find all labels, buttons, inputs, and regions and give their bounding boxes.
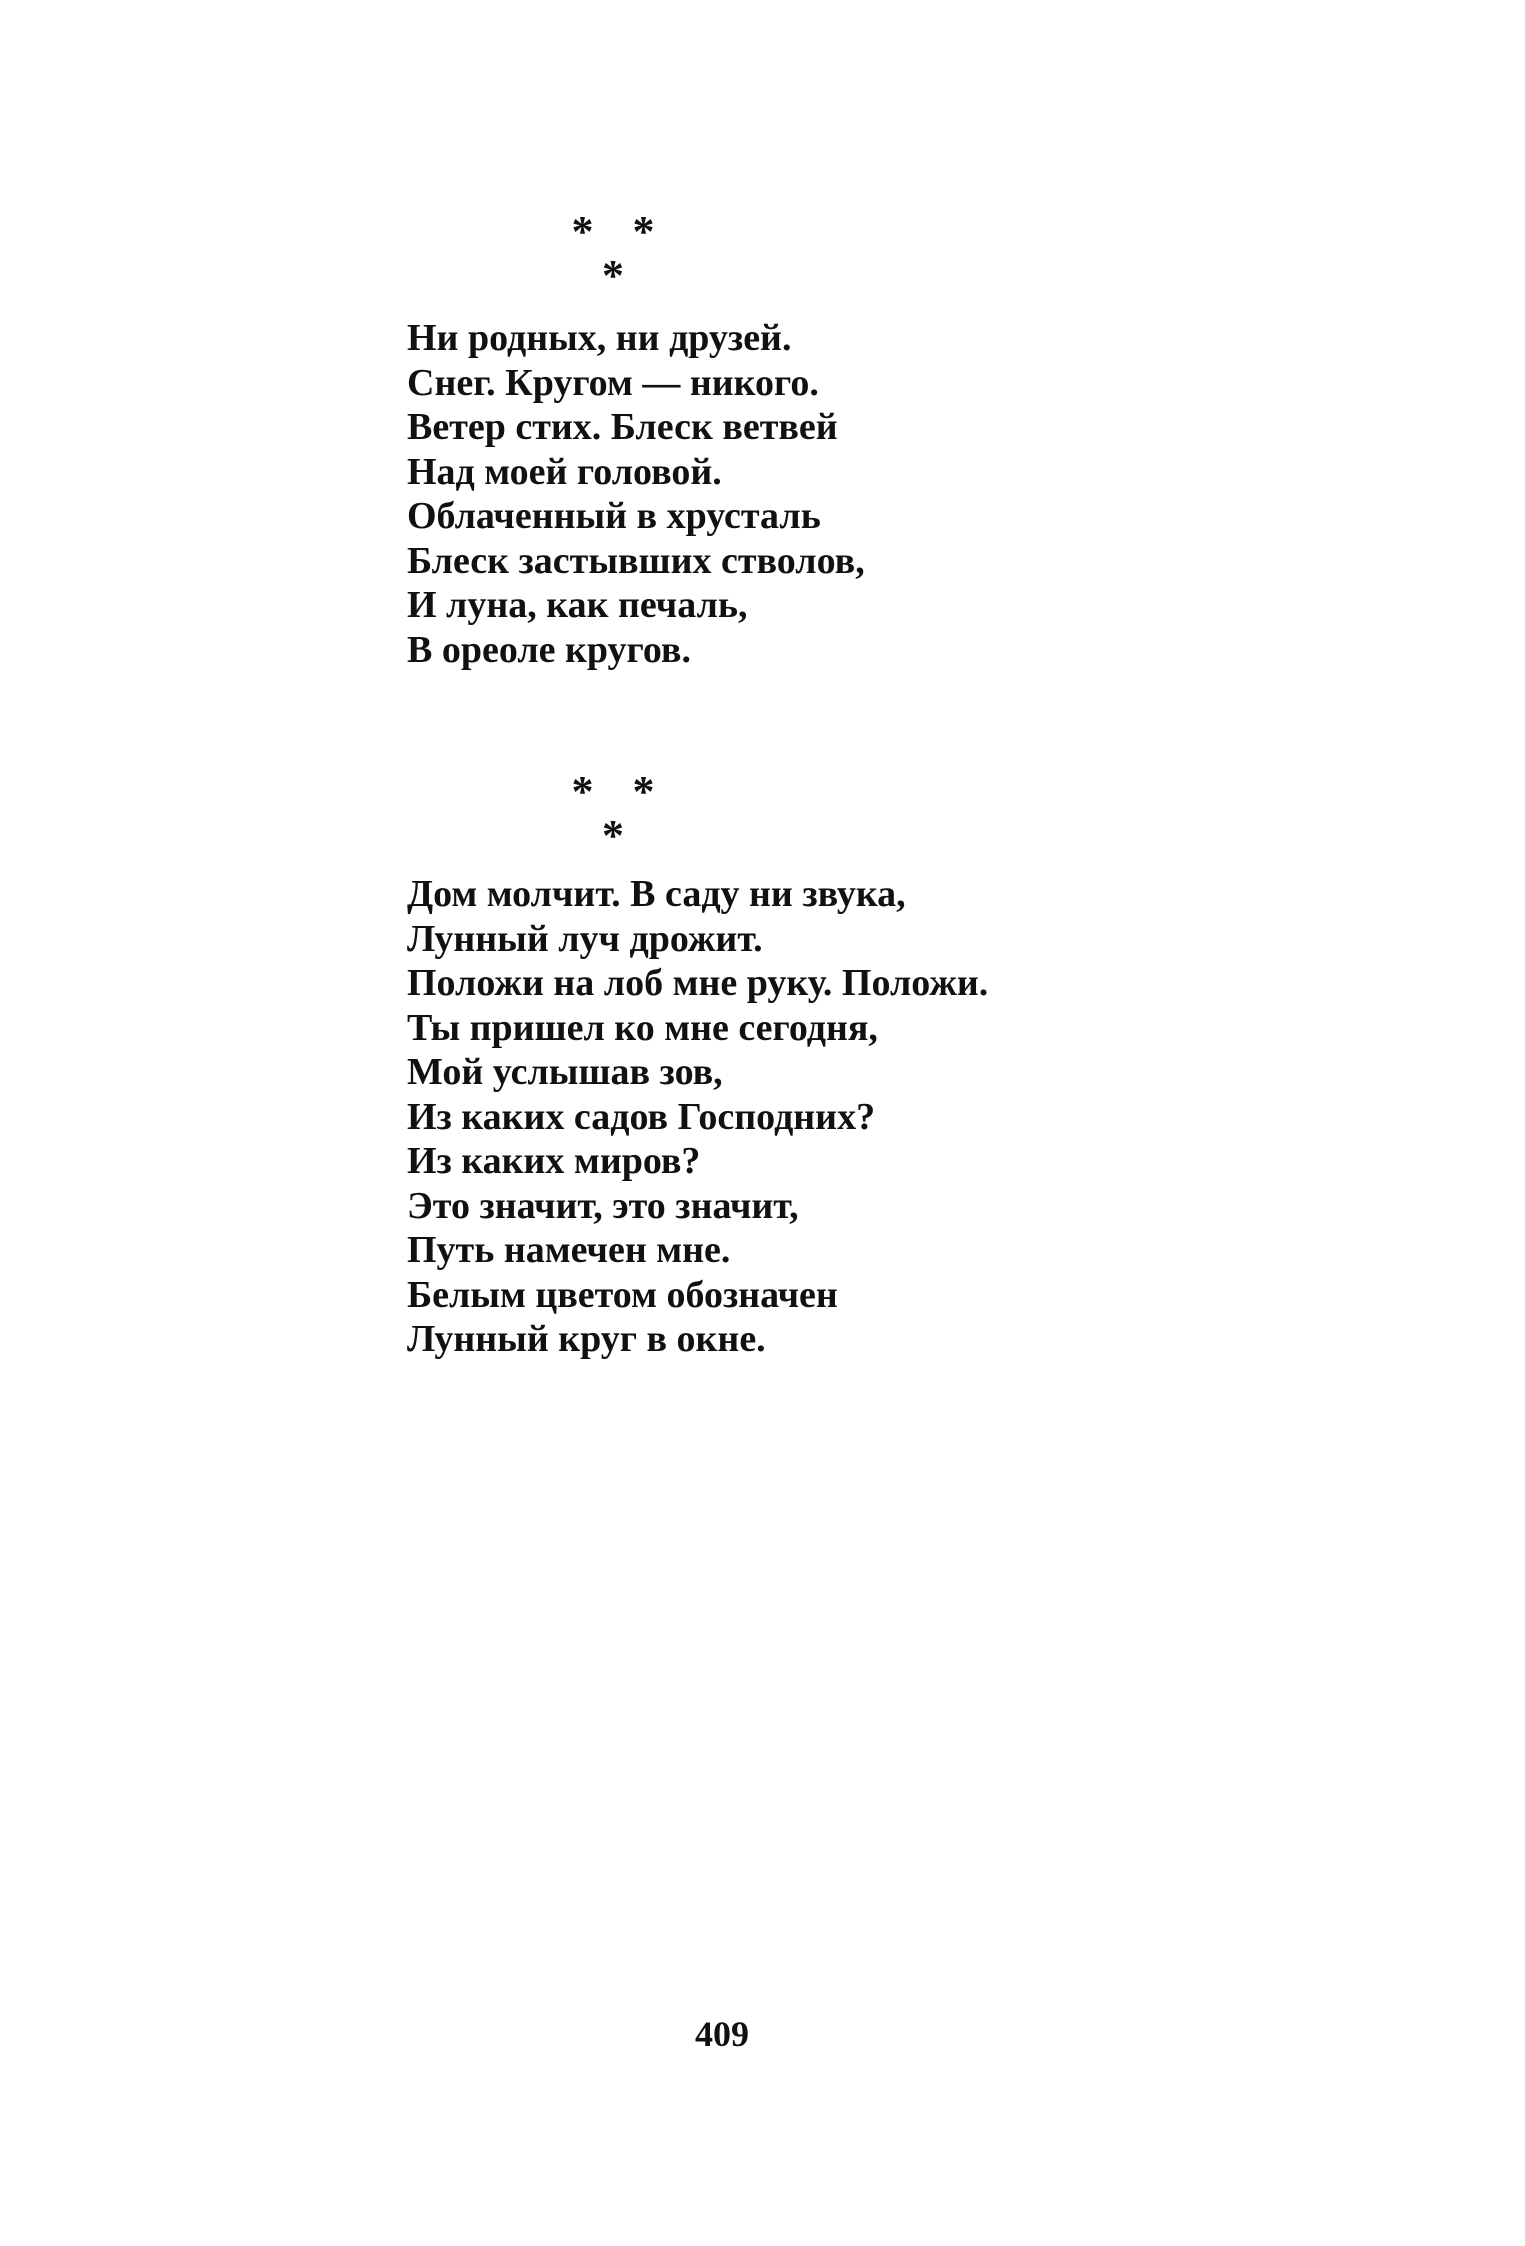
poem-line: Мой услышав зов, [407,1051,723,1093]
section-separator: * * * [571,207,669,300]
poem-line: Белым цветом обозначен [407,1273,838,1316]
poem-line: Ни родных, ни друзей. [407,317,792,359]
poem-line: Ты пришел ко мне сегодня, [407,1006,878,1049]
poem-line: И луна, как печаль, [407,584,748,626]
poem-line: Снег. Кругом — никого. [407,361,819,404]
poem-line: Ветер стих. Блеск ветвей [407,406,838,448]
poem-stanza [407,872,988,1362]
poem-line: Лунный луч дрожит. [407,917,763,960]
poem-line: Облаченный в хрусталь [407,495,821,537]
poem-line: Блеск застывших стволов, [407,539,865,582]
section-separator: * * * [571,767,669,860]
poem-line: Лунный круг в окне. [407,1318,766,1360]
poem-line: Из каких садов Господних? [407,1095,876,1138]
page-number: 409 [695,2014,749,2054]
poem-line: Из каких миров? [407,1140,701,1182]
poem-line: Над моей головой. [407,450,722,493]
poem-line: В ореоле кругов. [407,628,691,671]
poem-line: Дом молчит. В саду ни звука, [407,873,906,915]
poem-stanza [407,316,865,672]
poem-line: Путь намечен мне. [407,1229,731,1271]
poem-line: Это значит, это значит, [407,1184,799,1227]
poem-line: Положи на лоб мне руку. Положи. [407,962,989,1004]
